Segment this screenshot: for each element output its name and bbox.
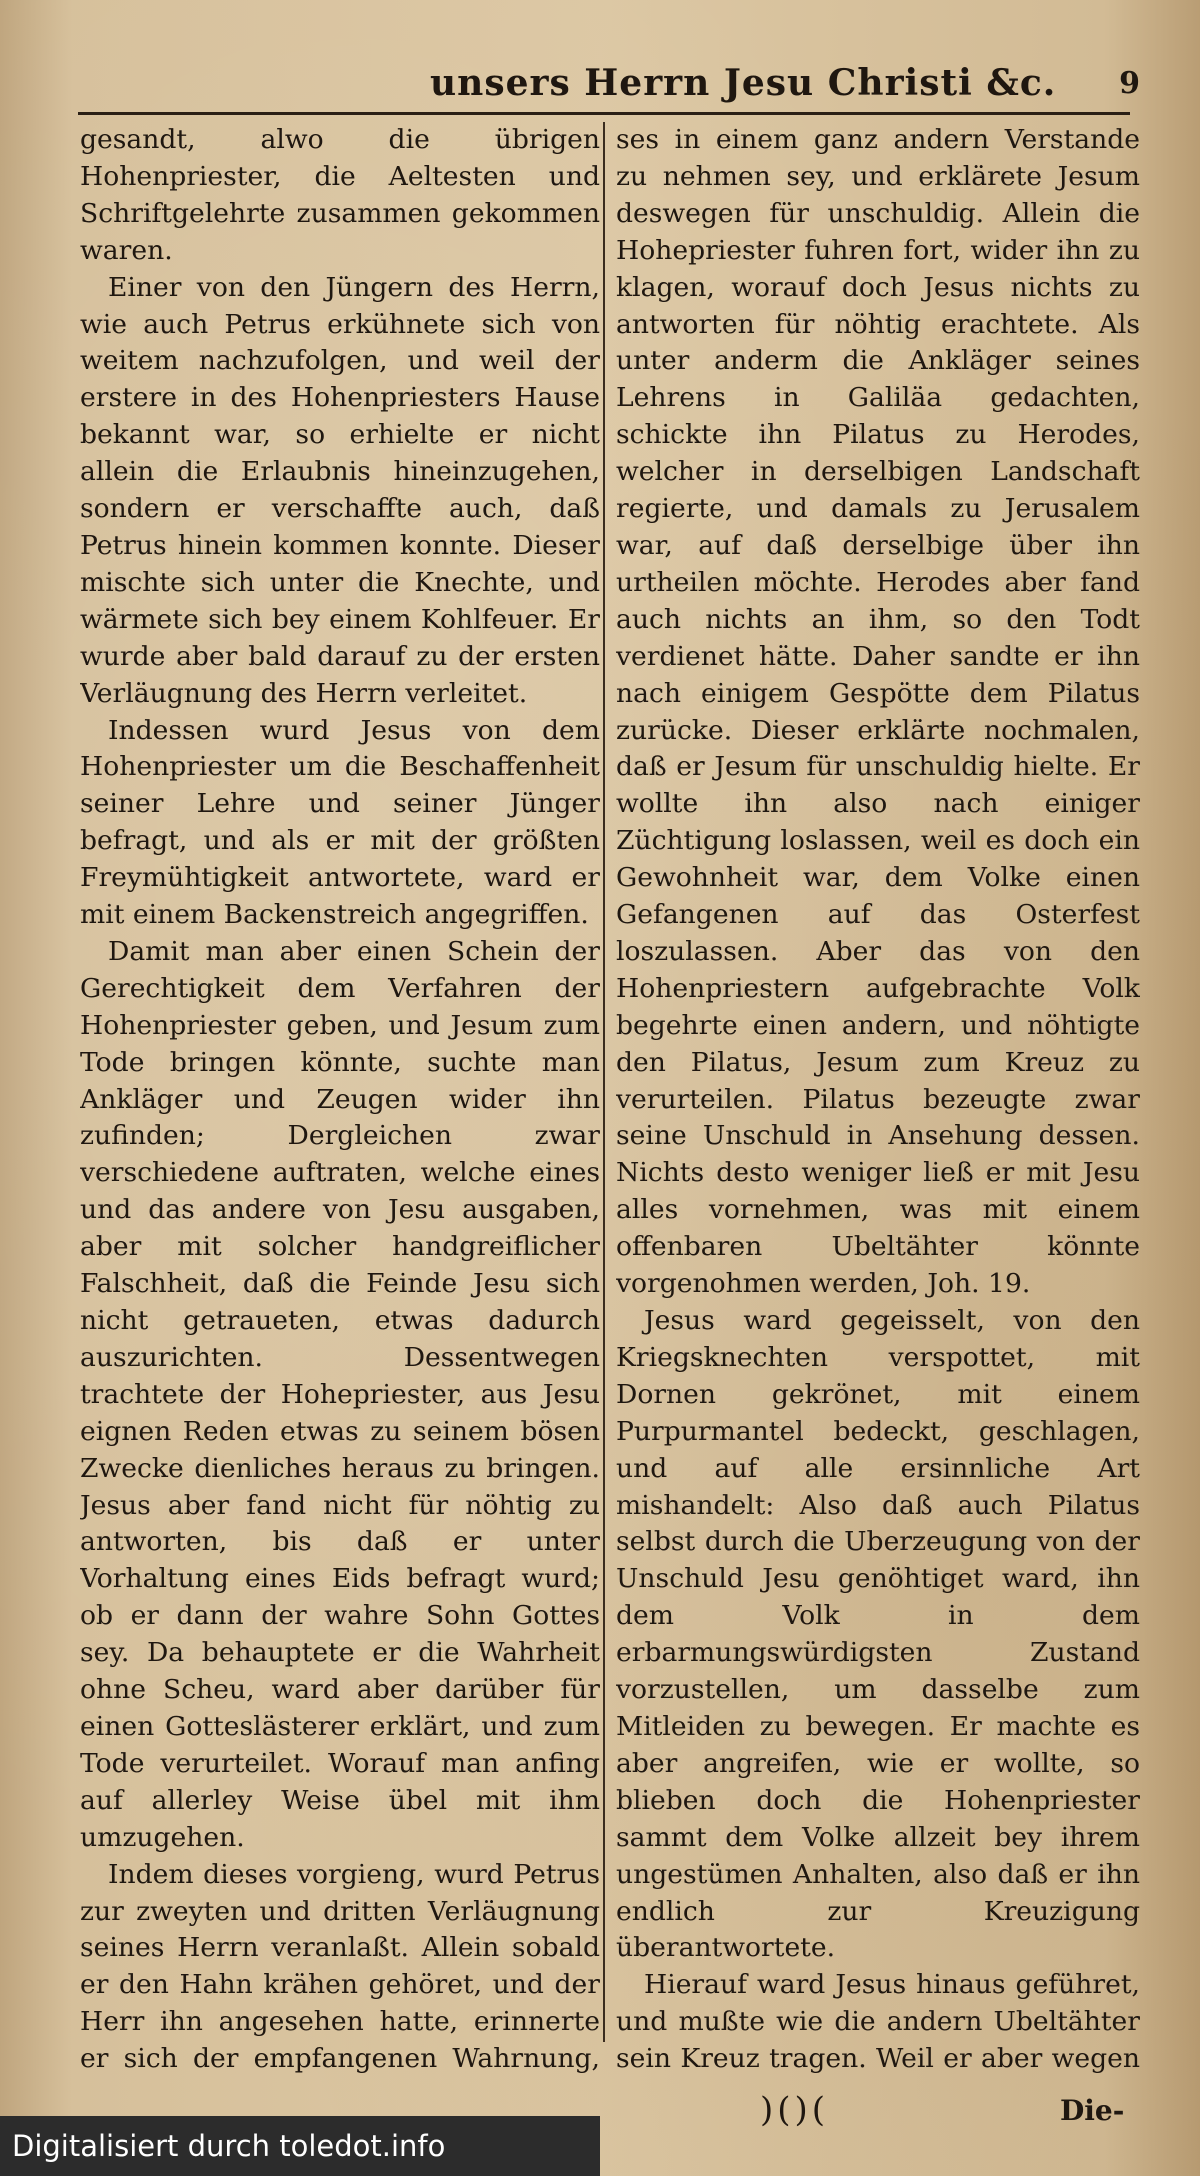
left-column bbox=[80, 122, 600, 2077]
paragraph: gesandt, alwo die übrigen Hohenpriester, die Aeltesten und Schriftgelehrte zusammen gekommen waren. bbox=[80, 124, 600, 266]
paragraph: Jesus ward gegeisselt, von den Kriegsknechten verspottet, mit Dornen gekrönet, mit einem Purpurmantel bedeckt, geschlagen, und auf alle ersinnliche Art mishandelt: Also daß auch Pilatus selbst durch die Uberzeugung von der Unschuld Jesu genöhtiget ward, ihn dem Volk in dem erbarmungswürdigsten Zustand vorzustellen, um dasselbe zum Mitleiden zu bewegen. Er machte es aber angreifen, wie er wollte, so blieben doch die Hohenpriester sammt dem Volke allzeit bey ihrem ungestümen Anhalten, also daß er ihn endlich zur Kreuzigung überantwortete. bbox=[616, 1305, 1140, 1964]
catchword: Die- bbox=[1060, 2094, 1125, 2127]
header-rule bbox=[78, 112, 1130, 115]
paragraph: Indem dieses vorgieng, wurd Petrus zur zweyten und dritten Verläugnung seines Herrn veranlaßt. Allein sobald er den Hahn krähen gehöret, und der Herr ihn angesehen hatte, erinnerte er sich der empfangenen Wahrnung, bbox=[80, 1858, 600, 2075]
paragraph: ses in einem ganz andern Verstande zu nehmen sey, und erklärete Jesum deswegen für unschuldig. Allein die Hohepriester fuhren fort, wider ihn zu klagen, worauf doch Jesus nichts zu antworten für nöhtig erachtete. Als unter anderm die Ankläger seines Lehrens in Galiläa gedachten, schickte ihn Pilatus zu Herodes, welcher in derselbigen Landschaft regierte, und damals zu Jerusalem war, auf daß derselbige über ihn urtheilen möchte. Herodes aber fand auch nichts an ihm, so den Todt verdienet hätte. Daher sandte er ihn nach einigem Gespötte dem Pilatus zurücke. Dieser erklärte nochmalen, daß er Jesum für unschuldig hielte. Er wollte ihn also nach einiger Züchtigung loslassen, weil es doch ein Gewohnheit war, dem Volke einen Gefangenen auf das Osterfest loszulassen. Aber das von den Hohenpriestern aufgebrachte Volk begehrte einen andern, und nöhtigte den Pilatus, Jesum zum Kreuz zu verurteilen. Pilatus bezeugte zwar seine Unschuld in Ansehung dessen. Nichts desto weniger ließ er mit Jesu alles vornehmen, was mit einem offenbaren Ubeltähter könnte vorgenohmen werden, Joh. 19. bbox=[616, 124, 1140, 1300]
paragraph: Indessen wurd Jesus von dem Hohenpriester um die Beschaffenheit seiner Lehre und seiner Jünger befragt, und als er mit der größten Freymühtigkeit antwortete, ward er mit einem Backenstreich angegriffen. bbox=[80, 714, 600, 931]
page-header bbox=[60, 50, 1140, 110]
paragraph: Damit man aber einen Schein der Gerechtigkeit dem Verfahren der Hohenpriester geben, und Jesum zum Tode bringen könnte, suchte man Ankläger und Zeugen wider ihn zufinden; Dergleichen zwar verschiedene auftraten, welche eines und das andere von Jesu ausgaben, aber mit solcher handgreiflicher Falschheit, daß die Feinde Jesu sich nicht getraueten, etwas dadurch auszurichten. Dessentwegen trachtete der Hohepriester, aus Jesu eignen Reden etwas zu seinem bösen Zwecke dienliches heraus zu bringen. Jesus aber fand nicht für nöhtig zu antworten, bis daß er unter Vorhaltung eines Eids befragt wurd; ob er dann der wahre Sohn Gottes sey. Da behauptete er die Wahrheit ohne Scheu, ward aber darüber für einen Gotteslästerer erklärt, und zum Tode verurteilet. Worauf man anfing auf allerley Weise übel mit ihm umzugehen. bbox=[80, 935, 600, 1853]
page-number: 9 bbox=[1119, 66, 1140, 101]
paragraph: Hierauf ward Jesus hinaus geführet, und mußte wie die andern Ubeltähter sein Kreuz tragen. Weil er aber wegen bbox=[616, 1969, 1140, 2075]
column-divider bbox=[603, 122, 605, 2042]
right-column bbox=[616, 122, 1140, 2077]
running-title: unsers Herrn Jesu Christi &c. bbox=[430, 62, 1057, 104]
digitization-watermark: Digitalisiert durch toledot.info bbox=[0, 2116, 600, 2176]
ornament: )()( bbox=[760, 2090, 830, 2130]
paragraph: Einer von den Jüngern des Herrn, wie auch Petrus erkühnete sich von weitem nachzufolgen, und weil der erstere in des Hohenpriesters Hause bekannt war, so erhielte er nicht allein die Erlaubnis hineinzugehen, sondern er verschaffte auch, daß Petrus hinein kommen konnte. Dieser mischte sich unter die Knechte, und wärmete sich bey einem Kohlfeuer. Er wurde aber bald darauf zu der ersten Verläugnung des Herrn verleitet. bbox=[80, 271, 600, 709]
